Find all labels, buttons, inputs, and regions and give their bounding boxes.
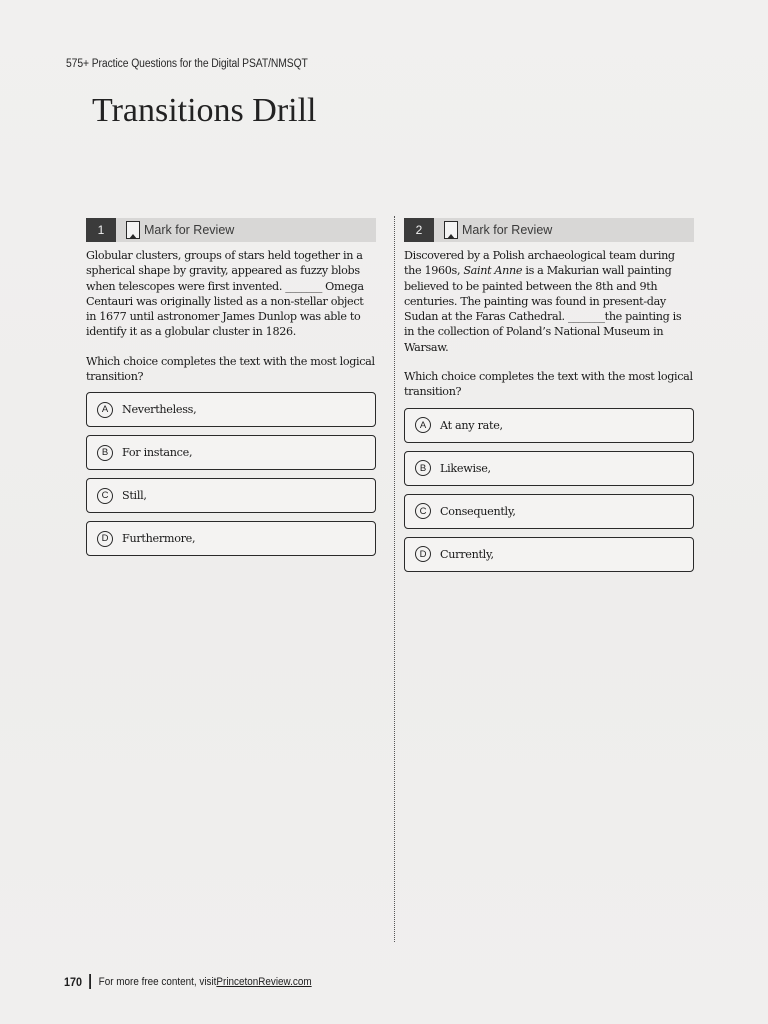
mark-for-review-label[interactable]: Mark for Review xyxy=(144,223,235,237)
question-number: 2 xyxy=(404,218,434,242)
choice-text: For instance, xyxy=(122,446,193,460)
choice-letter: C xyxy=(97,488,113,504)
choice-text: At any rate, xyxy=(440,418,503,432)
question-header xyxy=(86,218,376,242)
question-prompt: Which choice completes the text with the most logical transition? xyxy=(86,354,375,384)
page-number: 170 xyxy=(64,974,83,989)
mark-for-review-label[interactable]: Mark for Review xyxy=(462,223,553,237)
choice-text: Still, xyxy=(122,489,147,503)
question-prompt: Which choice completes the text with the most logical transition? xyxy=(404,370,693,399)
choice-letter: A xyxy=(415,417,431,433)
question-number: 1 xyxy=(86,218,116,242)
bookmark-icon[interactable] xyxy=(126,221,140,239)
passage: Globular clusters, groups of stars held together in a spherical shape by gravity, appeared as fuzzy blobs when telescopes were first invented. _______ Omega Centauri was originally listed as a non-stellar object in 1677 until astronomer James Dunlop was able to identify it as a globular cluster in 1826. xyxy=(86,249,364,339)
choice-a[interactable] xyxy=(86,392,376,427)
choice-d[interactable] xyxy=(86,521,376,556)
answer-choices xyxy=(86,392,376,556)
choice-text: Consequently, xyxy=(440,504,516,518)
choice-text: Currently, xyxy=(440,547,494,561)
choice-d[interactable] xyxy=(404,537,694,572)
question-1 xyxy=(86,218,376,564)
choice-text: Furthermore, xyxy=(122,532,196,546)
bookmark-icon[interactable] xyxy=(444,221,458,239)
choice-text: Likewise, xyxy=(440,461,491,475)
choice-letter: A xyxy=(97,402,113,418)
footer-text: For more free content, visit xyxy=(98,975,217,988)
choice-c[interactable] xyxy=(404,494,694,529)
passage xyxy=(404,248,694,355)
choice-b[interactable] xyxy=(86,435,376,470)
passage-text: Discovered by a Polish archaeological team during the 1960s, xyxy=(404,249,675,278)
question-2 xyxy=(404,218,694,580)
choice-letter: B xyxy=(415,460,431,476)
passage-text: is a Makurian wall painting believed to be painted between the 8th and 9th centuries. The painting was found in present-day Sudan at the Faras Cathedral. _______the painting is in the collection of Poland’s National Museum in Warsaw. xyxy=(404,264,682,354)
footer-divider xyxy=(89,974,90,989)
answer-choices xyxy=(404,408,694,572)
footer-link[interactable]: PrincetonReview.com xyxy=(216,975,312,988)
choice-letter: D xyxy=(97,531,113,547)
page-title: Transitions Drill xyxy=(92,92,317,129)
book-title: 575+ Practice Questions for the Digital PSAT/NMSQT xyxy=(66,58,308,70)
choice-b[interactable] xyxy=(404,451,694,486)
painting-title: Saint Anne xyxy=(463,264,523,278)
question-header xyxy=(404,218,694,242)
choice-c[interactable] xyxy=(86,478,376,513)
column-divider xyxy=(394,216,395,942)
page-footer xyxy=(64,974,312,989)
choice-a[interactable] xyxy=(404,408,694,443)
choice-letter: D xyxy=(415,546,431,562)
choice-letter: C xyxy=(415,503,431,519)
choice-letter: B xyxy=(97,445,113,461)
choice-text: Nevertheless, xyxy=(122,403,197,417)
